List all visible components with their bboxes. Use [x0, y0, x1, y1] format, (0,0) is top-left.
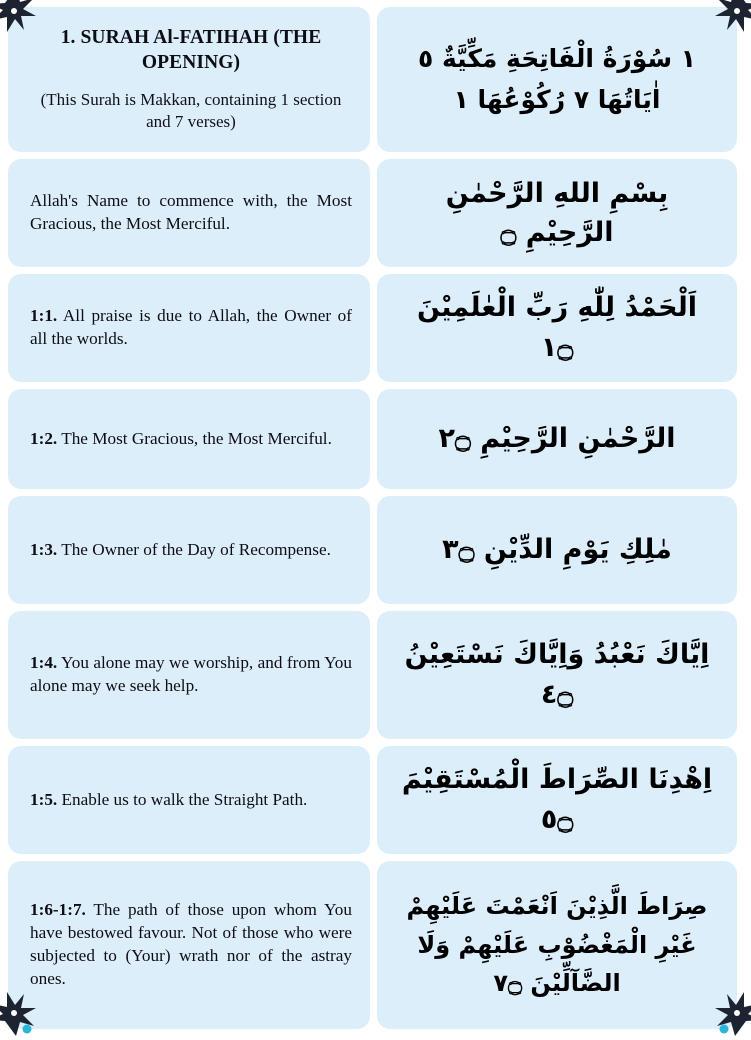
- verse-number-1-1: 1:1.: [30, 306, 58, 326]
- verse-number-1-4: 1:4.: [30, 653, 58, 673]
- verse-arabic-card-1-1: [377, 274, 737, 382]
- verse-row-1-1: [8, 274, 737, 382]
- verse-english-text-1-3: [30, 539, 352, 562]
- verse-body-1-5: Enable us to walk the Straight Path.: [61, 789, 308, 809]
- verse-english-card-1-3: [8, 496, 370, 604]
- surah-header-row: [8, 7, 737, 152]
- bismillah-english-card: [8, 159, 370, 267]
- verse-arabic-card-1-5: [377, 746, 737, 854]
- verse-arabic-line1-1-6-1-7: صِرَاطَ الَّذِيْنَ اَنْعَمْتَ عَلَيْهِمْ: [406, 892, 708, 921]
- verse-number-1-6-1-7: 1:6-1:7.: [30, 900, 86, 920]
- verse-arabic-card-1-3: [377, 496, 737, 604]
- verse-english-card-1-2: [8, 389, 370, 489]
- verse-body-1-4: You alone may we worship, and from You alone may we seek help.: [30, 653, 352, 695]
- verse-body-1-1: All praise is due to Allah, the Owner of all the worlds.: [30, 306, 352, 348]
- verse-english-text-1-1: [30, 305, 352, 351]
- verse-row-1-3: [8, 496, 737, 604]
- bismillah-arabic-card: [377, 159, 737, 267]
- page-title: 1. SURAH Al-FATIHAH (THE OPENING): [60, 26, 322, 73]
- verse-arabic-line2-1-6-1-7: غَيْرِ الْمَغْضُوْبِ عَلَيْهِمْ وَلَا: [417, 930, 697, 959]
- verse-english-text-1-6-1-7: [30, 899, 352, 991]
- verse-number-1-3: 1:3.: [30, 539, 58, 559]
- verse-english-card-1-6-1-7: [8, 861, 370, 1029]
- verse-english-text-1-5: [30, 789, 352, 812]
- verse-english-card-1-1: [8, 274, 370, 382]
- verse-row-1-4: [8, 611, 737, 739]
- verse-arabic-line3-1-6-1-7: الضَّآلِّيْنَ ۝٧: [493, 969, 621, 998]
- verse-row-1-5: [8, 746, 737, 854]
- bismillah-row: [8, 159, 737, 267]
- verse-arabic-card-1-6-1-7: [377, 861, 737, 1029]
- verse-body-1-3: The Owner of the Day of Recompense.: [61, 539, 331, 559]
- surah-header-arabic-line2: اٰيَاتُهَا ٧ رُكُوْعُهَا ١: [453, 84, 661, 114]
- surah-header-arabic-line1: ١ سُوْرَةُ الْفَاتِحَةِ مَكِّيَّةٌ ٥: [417, 44, 697, 73]
- verse-number-1-5: 1:5.: [30, 789, 58, 809]
- verse-arabic-text-1-3: مٰلِكِ يَوْمِ الدِّيْنِ ۝٣: [442, 533, 672, 565]
- verse-body-1-6-1-7: The path of those upon whom You have bestowed favour. Not of those who were subjected to (Your) wrath nor of the astray ones.: [30, 900, 352, 988]
- verse-body-1-2: The Most Gracious, the Most Merciful.: [61, 428, 332, 448]
- verse-english-text-1-2: [30, 428, 352, 451]
- verse-arabic-text-1-1: اَلْحَمْدُ لِلّٰهِ رَبِّ الْعٰلَمِيْنَ ۝١: [416, 291, 698, 363]
- bismillah-english-text: Allah's Name to commence with, the Most Gracious, the Most Merciful.: [30, 191, 352, 233]
- verse-arabic-text-1-4: اِيَّاكَ نَعْبُدُ وَاِيَّاكَ نَسْتَعِيْنُ ۝٤: [404, 638, 710, 710]
- bismillah-arabic-text: بِسْمِ اللهِ الرَّحْمٰنِ الرَّحِيْمِ ۝: [445, 177, 669, 248]
- verse-arabic-card-1-2: [377, 389, 737, 489]
- verse-number-1-2: 1:2.: [30, 428, 58, 448]
- surah-header-english-card: [8, 7, 370, 152]
- surah-header-arabic-card: [377, 7, 737, 152]
- verse-row-1-2: [8, 389, 737, 489]
- verse-english-card-1-4: [8, 611, 370, 739]
- verse-arabic-text-1-5: اِهْدِنَا الصِّرَاطَ الْمُسْتَقِيْمَ ۝٥: [401, 763, 713, 835]
- verse-english-text-1-4: [30, 652, 352, 698]
- verse-arabic-text-1-2: الرَّحْمٰنِ الرَّحِيْمِ ۝٢: [438, 422, 676, 454]
- verse-arabic-card-1-4: [377, 611, 737, 739]
- verse-row-1-6-1-7: [8, 861, 737, 1029]
- verse-english-card-1-5: [8, 746, 370, 854]
- surah-subtitle: (This Surah is Makkan, containing 1 section and 7 verses): [40, 89, 342, 131]
